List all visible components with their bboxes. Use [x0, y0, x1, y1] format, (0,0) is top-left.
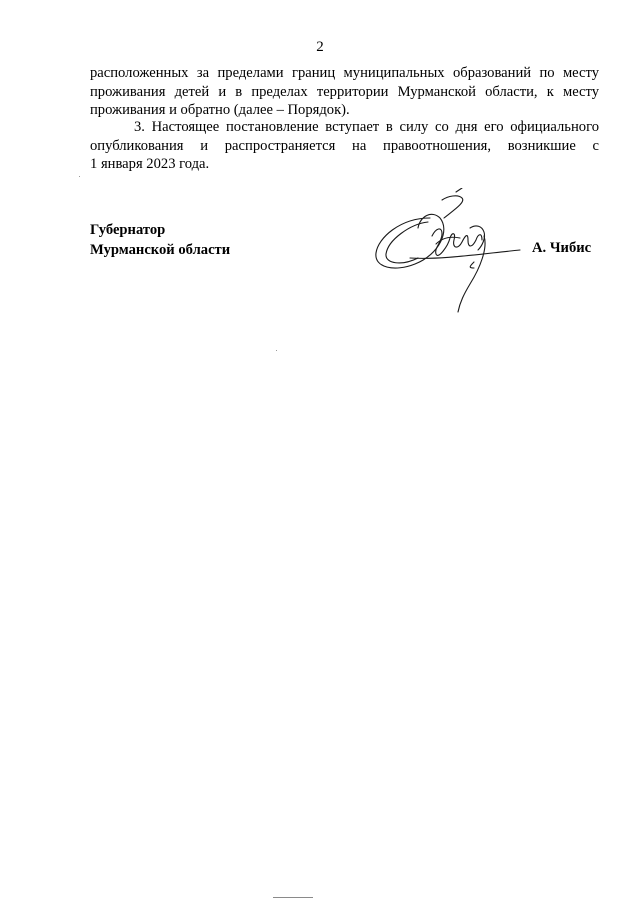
scan-speck [276, 350, 277, 351]
text-line: расположенных за пределами границ муниципальных образований по месту [90, 65, 599, 81]
scan-artifact-line [273, 897, 313, 898]
text-line: 1 января 2023 года. [90, 156, 210, 172]
paragraph-continuation [90, 64, 599, 120]
signatory-title-line: Мурманской области [90, 242, 231, 258]
signatory-name: А. Чибис [532, 240, 592, 256]
text-line: 3. Настоящее постановление вступает в силу со дня его официального [134, 119, 599, 135]
text-line: опубликования и распространяется на правоотношения, возникшие с [90, 137, 599, 154]
scan-speck [79, 176, 80, 177]
page-number: 2 [316, 39, 324, 55]
paragraph-effective-date [90, 118, 599, 174]
text-line: проживания и обратно (далее – Порядок). [90, 102, 350, 118]
signatory-title [90, 220, 230, 260]
text-line: проживания детей и в пределах территории Мурманской области, к месту [90, 83, 599, 100]
handwritten-signature-icon [370, 188, 530, 318]
signatory-title-line: Губернатор [90, 222, 166, 238]
